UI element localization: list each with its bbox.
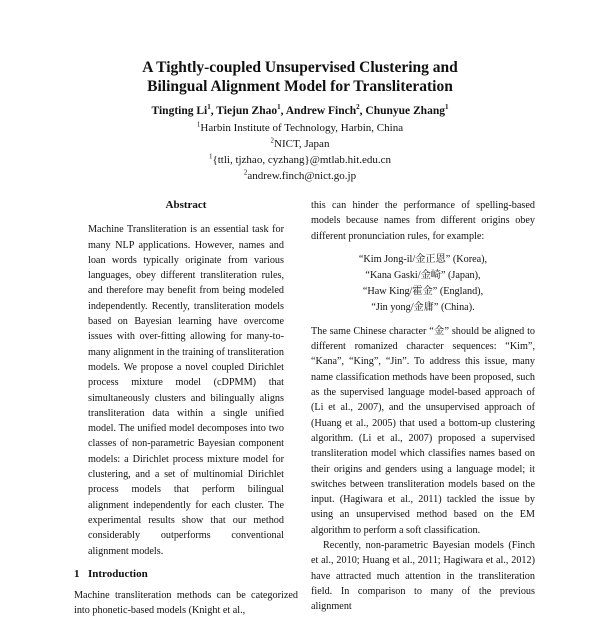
abstract-heading: Abstract — [165, 199, 207, 211]
author: Tingting Li$^1$, — [151, 103, 217, 117]
introduction-text: Machine transliteration methods can be categorized into phonetic-based models (Knight et al., — [74, 590, 298, 617]
affiliation-email: $^1${ttli, tjzhao, cyzhang}@mtlab.hit.edu.cn — [208, 152, 392, 166]
title-line-1: A Tightly-coupled Unsupervised Clustering and — [142, 59, 458, 76]
author: Tiejun Zhao$^1$, — [216, 103, 286, 117]
author: Andrew Finch$^2$, — [285, 103, 366, 117]
paragraph: Recently, non-parametric Bayesian models (Finch et al., 2010; Huang et al., 2011; Hagiwara et al., 2012) have attracted much attention in the transliteration field. In comparison to many of the previous alignment — [311, 540, 535, 613]
paragraph: this can hinder the performance of spelling-based models because names from different origins obey different pronunciation rules, for example: — [311, 200, 535, 242]
author-list — [60, 104, 540, 119]
example-list — [311, 252, 535, 316]
affiliation-email: $^2$andrew.finch@nict.go.jp — [243, 168, 357, 182]
paper-title — [60, 58, 540, 96]
title-line-2: Bilingual Alignment Model for Transliteration — [147, 78, 453, 95]
example-item: “Jin yong/金庸” (China). — [371, 301, 475, 313]
section-title: Introduction — [88, 567, 148, 580]
right-column — [311, 198, 535, 615]
author: Chunyue Zhang$^1$ — [365, 103, 449, 117]
affiliations — [60, 120, 540, 184]
example-item: “Kim Jong-il/金正恩” (Korea), — [358, 253, 488, 265]
section-heading-introduction — [74, 567, 298, 582]
example-item: “Kana Gaski/金崎” (Japan), — [365, 269, 481, 281]
example-item: “Haw King/霍金” (England), — [362, 285, 484, 297]
affiliation: $^1$Harbin Institute of Technology, Harbin, China — [196, 120, 404, 134]
section-number: 1 — [74, 567, 80, 580]
affiliation: $^2$NICT, Japan — [270, 136, 330, 150]
left-column — [74, 198, 298, 619]
abstract-text: Machine Transliteration is an essential task for many NLP applications. However, names and loan words typically originate from various languages, obey different transliteration rules, and therefore may benefit from being modeled independently. Recently, transliteration models based on Bayesian learning have overcome issues with over-fitting allowing for many-to-many alignment in the training of transliteration models. We propose a novel coupled Dirichlet process mixture model (cDPMM) that simultaneously clusters and bilingually aligns transliteration data within a single unified model. The unified model decomposes into two classes of non-parametric Bayesian component models: a Dirichlet process mixture model for clustering, and a set of multinomial Dirichlet process models that perform bilingual alignment independently for each cluster. The experimental results show that our method considerably outperforms conventional alignment models. — [88, 224, 284, 557]
paragraph: The same Chinese character “金” should be aligned to different romanized character sequences: “Kim”, “Kana”, “King”, “Jin”. To address this issue, many name classification methods have been proposed, such as the supervised language model-based approach of (Li et al., 2007), and the unsupervised approach of (Huang et al., 2005) that used a bottom-up clustering algorithm. (Li et al., 2007) proposed a supervised transliteration model which classifies names based on their origins and genders using a language model; it switches between transliteration models based on the input. (Hagiwara et al., 2011) tackled the issue by using an unsupervised method based on the EM algorithm to perform a soft classification. — [311, 325, 535, 536]
